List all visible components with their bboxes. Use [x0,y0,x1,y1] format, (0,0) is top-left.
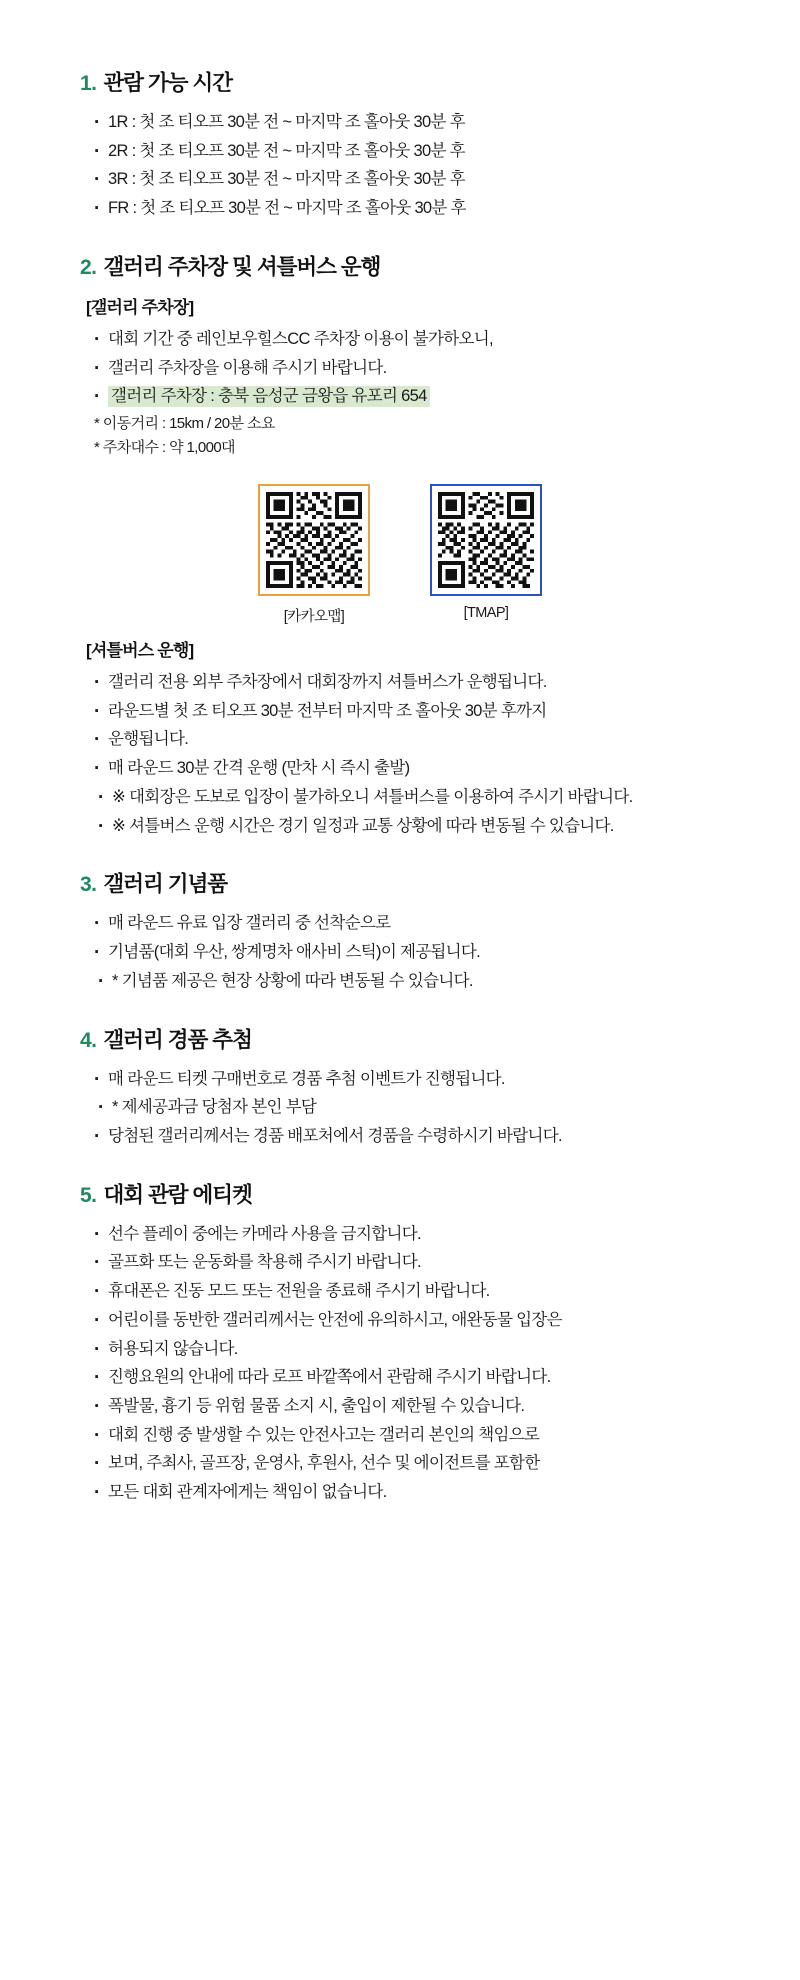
section-title: 갤러리 주차장 및 셔틀버스 운행 [103,254,381,279]
section-title: 갤러리 기념품 [103,872,228,897]
shuttle-note-walk: · ※ 대회장은 도보로 입장이 불가하오니 셔틀버스를 이용하여 주시기 바랍니다. [98,784,720,811]
section-number: 1. [80,72,97,95]
list-item-continuation: · 모든 대회 관계자에게는 책임이 없습니다. [94,1479,720,1506]
tmap-qr-caption: [TMAP] [463,605,509,622]
list-item: · 3R : 첫 조 티오프 30분 전 ~ 마지막 조 홀아웃 30분 후 [94,166,720,193]
section-number: 5. [80,1183,97,1207]
section-heading [80,867,720,898]
list-item-continuation: · 갤러리 주차장을 이용해 주시기 바랍니다. [94,355,720,382]
section-souvenir [80,867,720,994]
souvenir-note: · * 기념품 제공은 현장 상황에 따라 변동될 수 있습니다. [98,968,720,995]
list-item: · 대회 진행 중 발생할 수 있는 안전사고는 갤러리 본인의 책임으로 [94,1422,720,1449]
list-item-continuation: · 기념품(대회 우산, 쌍계명차 애사비 스틱)이 제공됩니다. [94,939,720,966]
section-viewing-hours [80,66,720,222]
shuttle-subheading: [셔틀버스 운행] [86,641,194,661]
souvenir-list [80,910,720,994]
tmap-qr-block[interactable] [430,484,542,626]
prize-list [80,1066,720,1150]
section-parking-shuttle [80,250,720,839]
section-title: 관람 가능 시간 [103,71,233,95]
section-title: 갤러리 경품 추첨 [103,1027,252,1052]
list-item: · 매 라운드 30분 간격 운행 (만차 시 즉시 출발) [94,755,720,782]
section-heading [80,66,720,97]
shuttle-note-schedule: · ※ 셔틀버스 운행 시간은 경기 일정과 교통 상황에 따라 변동될 수 있습니다. [98,813,720,840]
viewing-hours-list [80,109,720,222]
list-item: · 라운드별 첫 조 티오프 30분 전부터 마지막 조 홀아웃 30분 후까지 [94,698,720,725]
list-item: · 매 라운드 유료 입장 갤러리 중 선착순으로 [94,910,720,937]
list-item: · FR : 첫 조 티오프 30분 전 ~ 마지막 조 홀아웃 30분 후 [94,195,720,222]
list-item: · 폭발물, 흉기 등 위험 물품 소지 시, 출입이 제한될 수 있습니다. [94,1393,720,1420]
section-title: 대회 관람 에티켓 [103,1182,252,1207]
section-heading [80,250,720,281]
kakaomap-qr-code[interactable] [258,484,370,596]
tmap-qr-code[interactable] [430,484,542,596]
parking-distance-note: * 이동거리 : 15km / 20분 소요 [94,415,275,433]
list-item-parking-address [94,383,720,410]
section-etiquette [80,1178,720,1506]
parking-capacity-note: * 주차대수 : 약 1,000대 [94,439,235,457]
parking-address-highlight: 갤러리 주차장 : 충북 음성군 금왕읍 유포리 654 [108,386,430,407]
section-number: 4. [80,1028,97,1052]
list-item: · 1R : 첫 조 티오프 30분 전 ~ 마지막 조 홀아웃 30분 후 [94,109,720,136]
etiquette-list [80,1221,720,1506]
parking-list [80,326,720,410]
list-item: · 대회 기간 중 레인보우힐스CC 주차장 이용이 불가하오니, [94,326,720,353]
qr-code-row [80,484,720,626]
section-prize-draw [80,1023,720,1150]
list-item: · 골프화 또는 운동화를 착용해 주시기 바랍니다. [94,1249,720,1276]
section-number: 2. [80,255,97,279]
prize-tax-note: · * 제세공과금 당첨자 본인 부담 [98,1094,720,1121]
list-item: · 2R : 첫 조 티오프 30분 전 ~ 마지막 조 홀아웃 30분 후 [94,138,720,165]
qr-icon [438,492,534,588]
kakaomap-qr-caption: [카카오맵] [283,609,345,626]
section-number: 3. [80,873,97,897]
list-item: · 매 라운드 티켓 구매번호로 경품 추첨 이벤트가 진행됩니다. [94,1066,720,1093]
list-item: · 선수 플레이 중에는 카메라 사용을 금지합니다. [94,1221,720,1248]
parking-subheading: [갤러리 주차장] [86,297,194,317]
qr-icon [266,492,362,588]
list-item: · 당첨된 갤러리께서는 경품 배포처에서 경품을 수령하시기 바랍니다. [94,1123,720,1150]
list-item: · 진행요원의 안내에 따라 로프 바깥쪽에서 관람해 주시기 바랍니다. [94,1364,720,1391]
shuttle-list [80,669,720,839]
list-item-continuation: · 허용되지 않습니다. [94,1336,720,1363]
list-item-continuation: · 보며, 주최사, 골프장, 운영사, 후원사, 선수 및 에이전트를 포함한 [94,1450,720,1477]
list-item: · 휴대폰은 진동 모드 또는 전원을 종료해 주시기 바랍니다. [94,1278,720,1305]
section-heading [80,1178,720,1209]
kakaomap-qr-block[interactable] [258,484,370,626]
list-item: · 갤러리 전용 외부 주차장에서 대회장까지 셔틀버스가 운행됩니다. [94,669,720,696]
section-heading [80,1023,720,1054]
list-item: · 어린이를 동반한 갤러리께서는 안전에 유의하시고, 애완동물 입장은 [94,1307,720,1334]
list-item-continuation: · 운행됩니다. [94,726,720,753]
